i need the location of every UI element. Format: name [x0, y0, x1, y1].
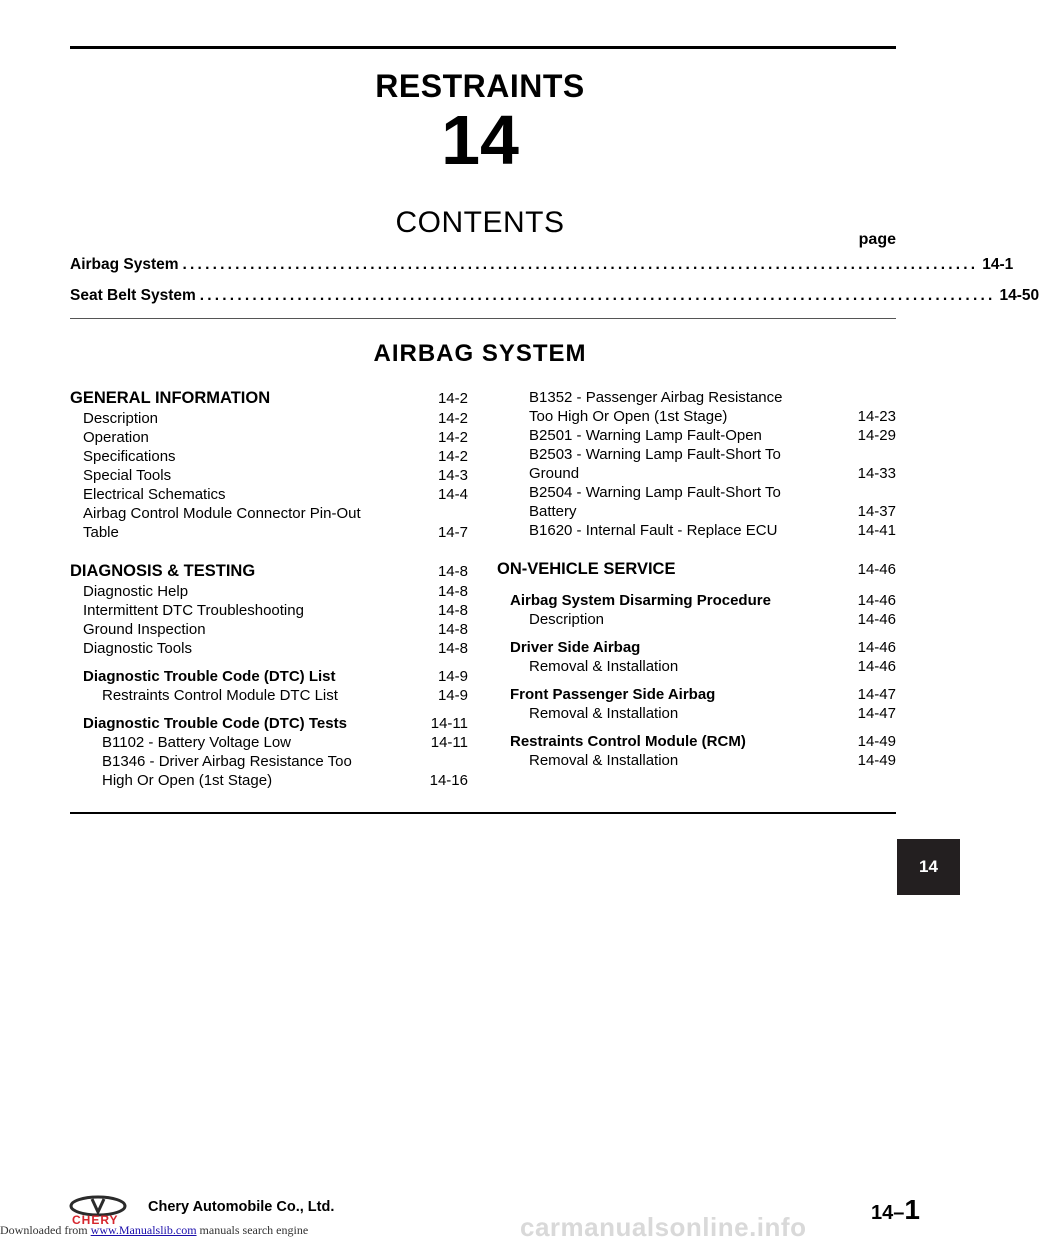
toc-item[interactable]: Description 14-2	[83, 410, 468, 427]
toc-item[interactable]: Ground Inspection 14-8	[83, 621, 468, 638]
toc-item[interactable]: Removal & Installation 14-47	[529, 705, 896, 722]
bottom-rule	[70, 812, 896, 814]
watermark: carmanualsonline.info	[520, 1212, 807, 1242]
toc-item[interactable]: B2504 - Warning Lamp Fault-Short To	[529, 484, 781, 501]
toc-section-heading[interactable]: GENERAL INFORMATION 14-2	[70, 389, 468, 407]
download-notice: Downloaded from www.Manualslib.com manuals search engine	[0, 1223, 309, 1237]
section-title: AIRBAG SYSTEM	[373, 340, 587, 367]
toc-item[interactable]: B1352 - Passenger Airbag Resistance	[529, 389, 783, 406]
page-number: 14–1	[871, 1194, 920, 1225]
toc-subheading[interactable]: Restraints Control Module (RCM) 14-49	[510, 733, 896, 750]
toc-item[interactable]: B1620 - Internal Fault - Replace ECU 14-41	[529, 522, 896, 539]
toc-item[interactable]: B1102 - Battery Voltage Low 14-11	[102, 734, 468, 751]
toc-entry-page: 14-50	[999, 287, 1039, 304]
toc-item[interactable]: Removal & Installation 14-49	[529, 752, 896, 769]
toc-item[interactable]: Airbag Control Module Connector Pin-Out	[83, 505, 361, 522]
contents-heading: CONTENTS	[395, 206, 565, 239]
toc-item[interactable]: Ground 14-33	[529, 465, 896, 482]
toc-item[interactable]: B2501 - Warning Lamp Fault-Open 14-29	[529, 427, 896, 444]
toc-item[interactable]: Operation 14-2	[83, 429, 468, 446]
top-rule	[70, 46, 896, 49]
toc-item[interactable]: B2503 - Warning Lamp Fault-Short To	[529, 446, 781, 463]
toc-subheading[interactable]: Front Passenger Side Airbag 14-47	[510, 686, 896, 703]
leader-dots: ..........................................................................................................	[182, 256, 979, 273]
toc-left-column	[70, 388, 468, 790]
toc-item[interactable]: Too High Or Open (1st Stage) 14-23	[529, 408, 896, 425]
toc-right-column	[497, 388, 896, 770]
manualslib-link[interactable]: www.Manualslib.com	[90, 1223, 197, 1237]
toc-item[interactable]: Removal & Installation 14-46	[529, 658, 896, 675]
toc-section-heading[interactable]: ON-VEHICLE SERVICE 14-46	[497, 560, 896, 578]
toc-item[interactable]: Battery 14-37	[529, 503, 896, 520]
toc-item[interactable]: Description 14-46	[529, 611, 896, 628]
toc-item[interactable]: B1346 - Driver Airbag Resistance Too	[102, 753, 352, 770]
toc-entry-label: Airbag System	[70, 256, 179, 273]
toc-item[interactable]: Electrical Schematics 14-4	[83, 486, 468, 503]
toc-item[interactable]: Table 14-7	[83, 524, 468, 541]
toc-subheading[interactable]: Diagnostic Trouble Code (DTC) Tests 14-11	[83, 715, 468, 732]
toc-item[interactable]: Restraints Control Module DTC List 14-9	[102, 687, 468, 704]
toc-subheading[interactable]: Airbag System Disarming Procedure 14-46	[510, 592, 896, 609]
toc-item[interactable]: Diagnostic Help 14-8	[83, 583, 468, 600]
chapter-number: 14	[441, 101, 519, 179]
toc-item[interactable]: Diagnostic Tools 14-8	[83, 640, 468, 657]
toc-item[interactable]: Specifications 14-2	[83, 448, 468, 465]
contents-divider	[70, 318, 896, 319]
leader-dots: ..........................................................................................................	[199, 287, 996, 304]
company-name: Chery Automobile Co., Ltd.	[148, 1199, 335, 1215]
toc-subheading[interactable]: Diagnostic Trouble Code (DTC) List 14-9	[83, 668, 468, 685]
chapter-title: RESTRAINTS	[375, 68, 585, 104]
toc-item[interactable]: Special Tools 14-3	[83, 467, 468, 484]
toc-item[interactable]: Intermittent DTC Troubleshooting 14-8	[83, 602, 468, 619]
page-column-label: page	[858, 231, 896, 248]
toc-entry-label: Seat Belt System	[70, 287, 196, 304]
toc-entry-airbag-system[interactable]	[70, 256, 1014, 274]
toc-entry-page: 14-1	[982, 256, 1014, 273]
chapter-tab[interactable]: 14	[897, 839, 960, 895]
logo-text: CHERY	[72, 1213, 119, 1227]
toc-section-heading[interactable]: DIAGNOSIS & TESTING 14-8	[70, 562, 468, 580]
toc-item[interactable]: High Or Open (1st Stage) 14-16	[102, 772, 468, 789]
toc-entry-seat-belt-system[interactable]	[70, 287, 1039, 305]
toc-subheading[interactable]: Driver Side Airbag 14-46	[510, 639, 896, 656]
